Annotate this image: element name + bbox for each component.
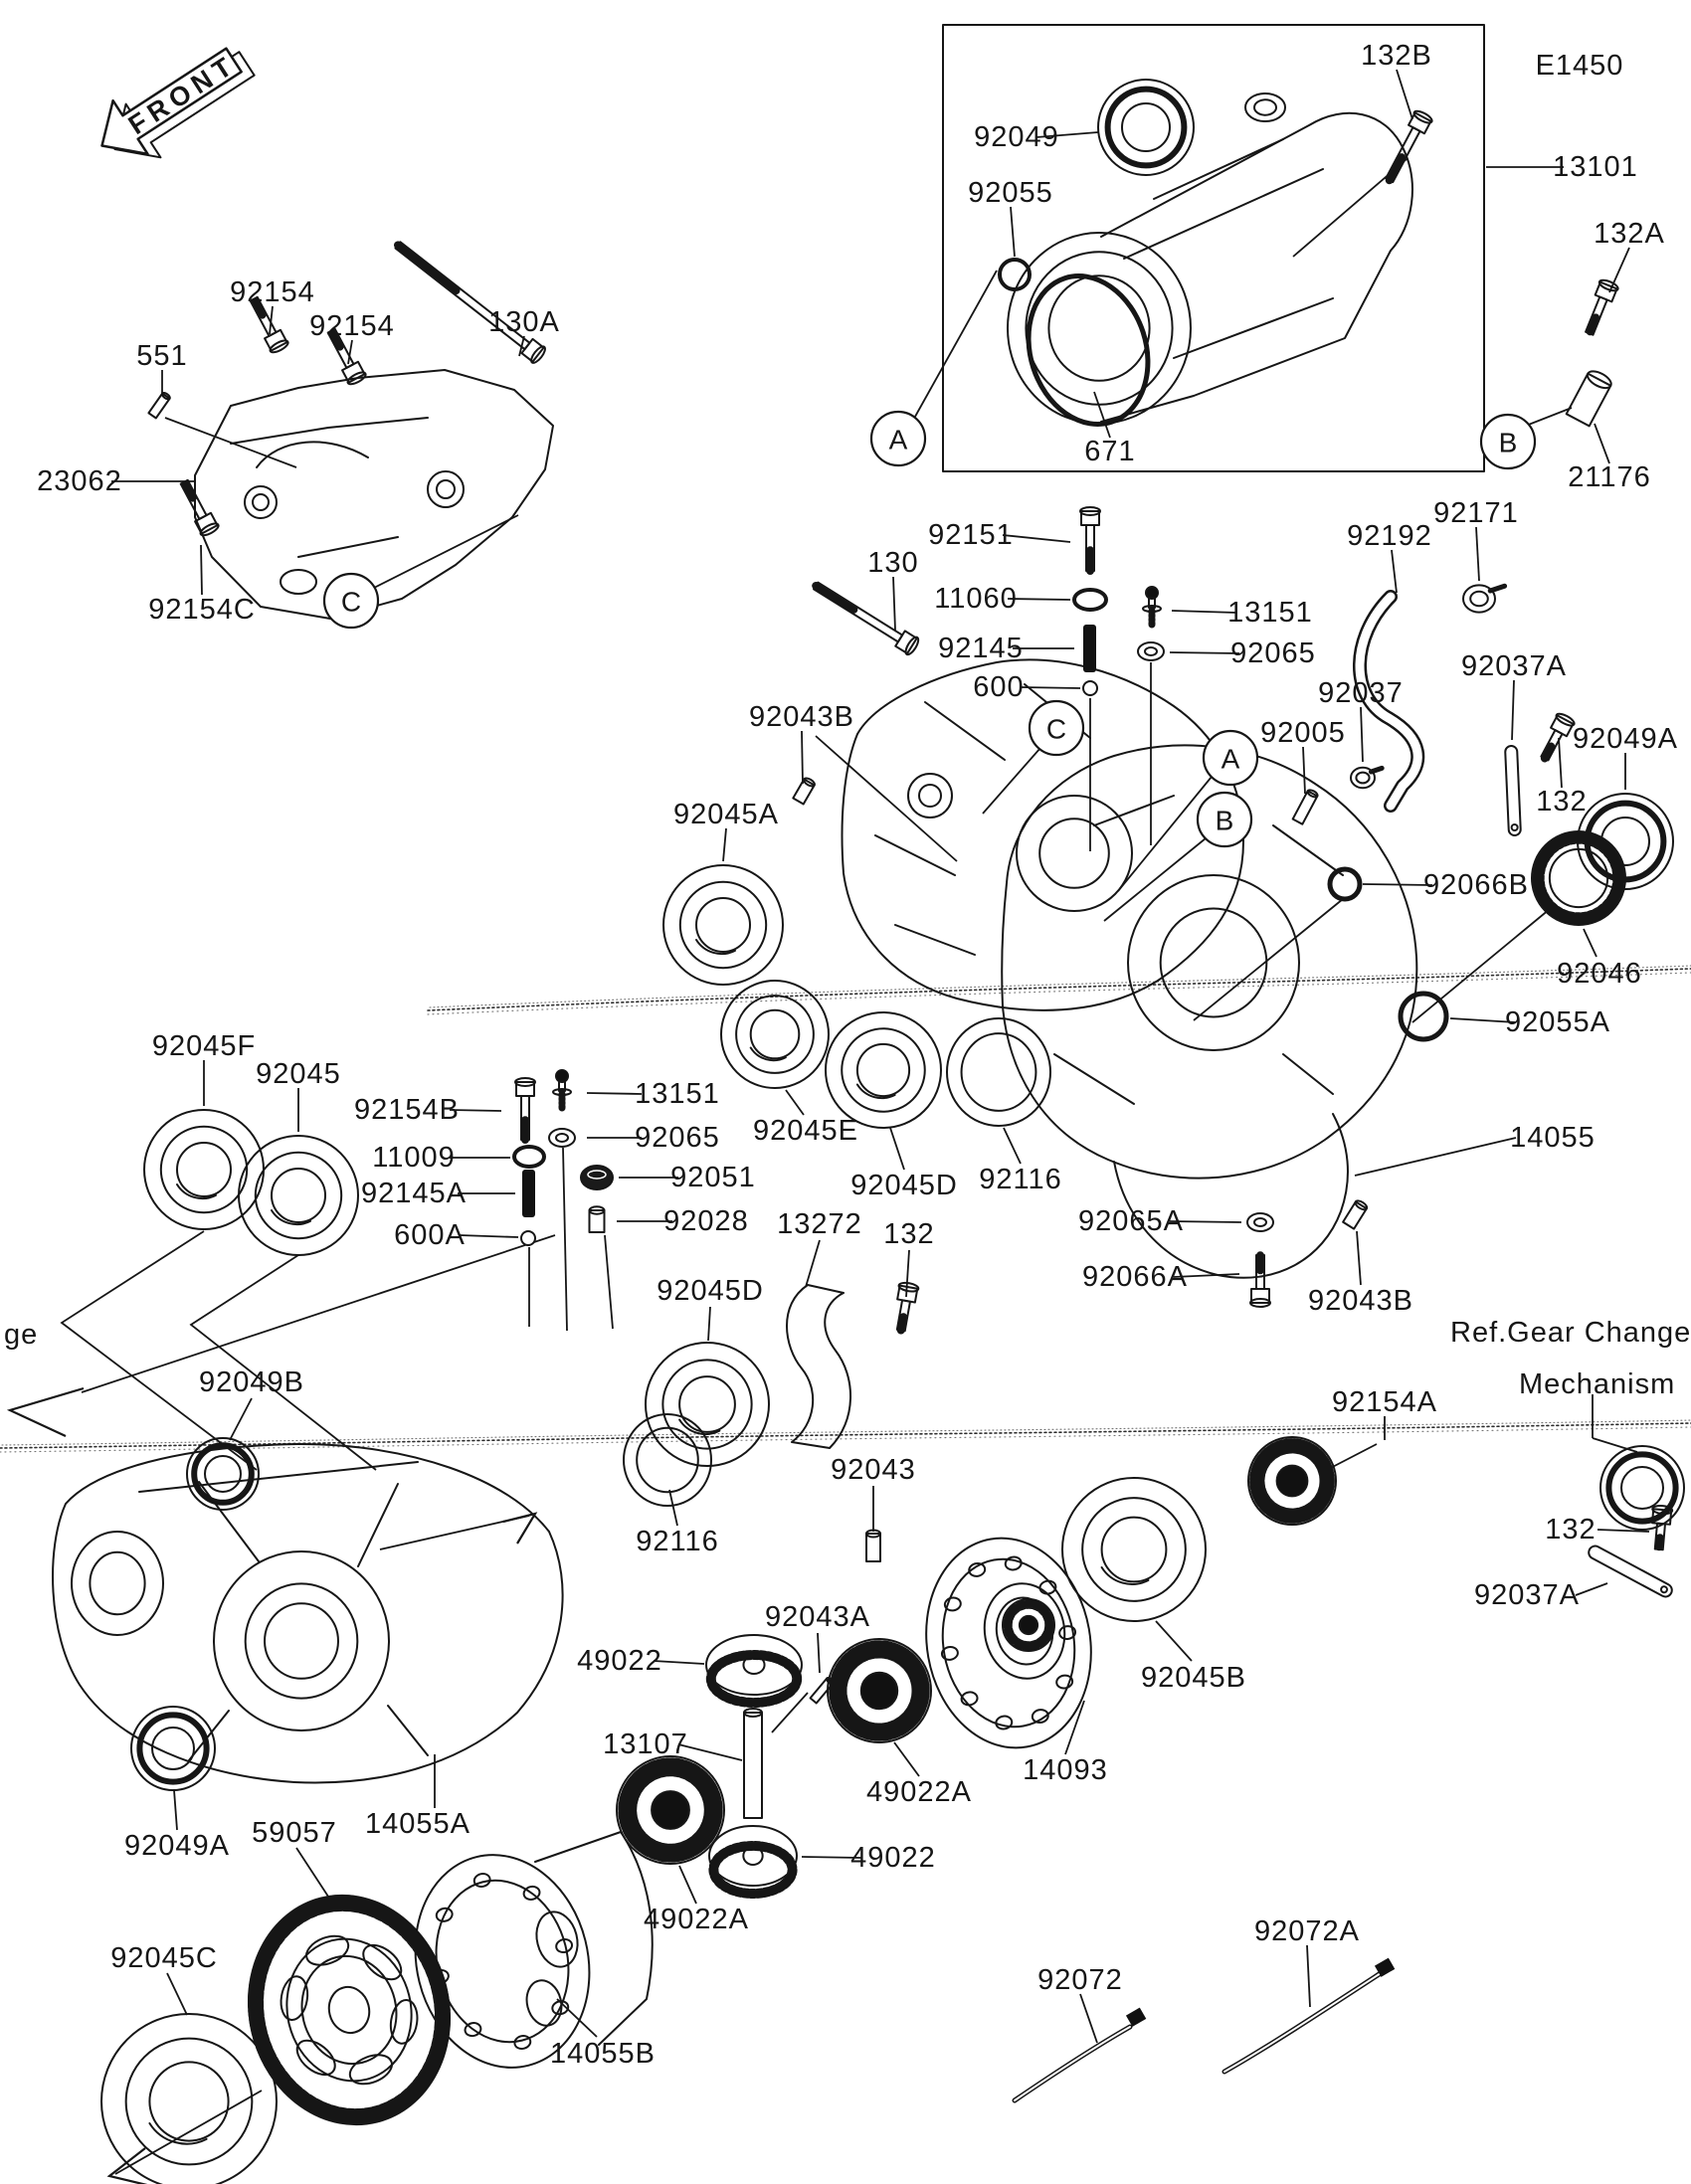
leader-line	[911, 271, 997, 424]
part-label: 92049A	[124, 1830, 230, 1862]
leader-line	[1559, 738, 1562, 788]
bushing-92028	[590, 1206, 605, 1232]
front-label: FRONT	[122, 48, 243, 141]
part-label: 92045C	[110, 1942, 218, 1974]
leader-line	[1397, 70, 1412, 119]
screw-132-mid	[891, 1282, 919, 1333]
cable-tie-92072	[1015, 2008, 1146, 2100]
pin-92043b-top	[793, 777, 816, 805]
part-label: 92049A	[1573, 723, 1678, 755]
o-ring-92066b	[1330, 869, 1360, 899]
part-label: 92043A	[765, 1601, 870, 1633]
part-label: 14055B	[550, 2038, 656, 2070]
part-label: 92043	[831, 1454, 916, 1486]
clamp-92037	[1351, 768, 1382, 788]
leader-line	[1080, 1994, 1097, 2043]
bolt-92154b	[515, 1078, 535, 1140]
bolt-132b	[1381, 108, 1433, 184]
screw-132-top	[1536, 711, 1576, 763]
callout-c	[324, 574, 378, 628]
oil-seal-92049	[1098, 80, 1194, 175]
part-label: 92154C	[148, 594, 256, 626]
leader-line	[230, 1398, 252, 1440]
bracket-23062-hole-1	[245, 486, 277, 518]
leader-line	[1170, 652, 1239, 653]
leader-line	[1156, 1621, 1192, 1661]
part-label: 92116	[636, 1526, 719, 1557]
diff-case-window-2	[522, 1977, 566, 2030]
callout-letter: B	[1215, 805, 1234, 836]
leader-line	[563, 1148, 567, 1331]
leader-line	[115, 2091, 262, 2174]
bevel-case-13101-flange	[1008, 233, 1191, 424]
leader-line	[818, 1633, 820, 1673]
leader-line	[82, 1235, 555, 1392]
washer-92065-top	[1138, 642, 1164, 660]
ball-600	[1083, 681, 1097, 695]
part-label: 92145A	[361, 1178, 467, 1209]
part-label: 49022A	[644, 1904, 749, 1935]
leader-line	[460, 1235, 518, 1237]
part-label: 92072A	[1254, 1915, 1360, 1947]
pin-92043	[866, 1531, 880, 1562]
leader-line	[1526, 408, 1572, 426]
part-label: 92065	[635, 1122, 720, 1154]
leader-line	[372, 515, 518, 589]
bearing-92045e	[721, 981, 829, 1088]
front-case-bell	[214, 1551, 389, 1730]
leader-line	[1303, 747, 1305, 794]
part-label: 92051	[670, 1162, 756, 1193]
callout-c	[1030, 701, 1083, 755]
leader-line	[786, 1090, 804, 1115]
leader-line	[1576, 1583, 1607, 1595]
leader-line	[1355, 1138, 1516, 1176]
strap-92037a-bottom	[1587, 1544, 1674, 1598]
leader-line	[1476, 527, 1479, 581]
leader-line	[1118, 777, 1212, 891]
part-label: Ref.Gear Change	[1450, 1317, 1691, 1349]
part-label: 132	[1545, 1514, 1597, 1546]
part-label: 92154B	[354, 1094, 460, 1126]
leader-line	[1065, 1701, 1084, 1754]
clamp-92171	[1463, 585, 1505, 612]
part-label: 600	[973, 671, 1025, 703]
leader-line	[1194, 899, 1343, 1020]
part-label: 92154	[230, 276, 315, 308]
diff-case-body	[535, 1832, 653, 2045]
part-label: 49022A	[866, 1776, 972, 1808]
part-label: 49022	[850, 1842, 936, 1874]
leader-line	[201, 545, 202, 595]
race-92116-b	[624, 1414, 711, 1506]
part-label: 92151	[928, 519, 1014, 551]
callout-a	[1204, 731, 1257, 785]
o-ring-11009	[514, 1147, 544, 1167]
washer-92065-left	[549, 1129, 575, 1147]
part-label: 92037A	[1474, 1579, 1580, 1611]
bolt-130a	[392, 238, 548, 365]
part-label: E1450	[1535, 50, 1624, 82]
o-ring-92055	[1000, 260, 1030, 289]
leader-line	[167, 1973, 187, 2015]
part-label: 92055A	[1505, 1006, 1610, 1038]
part-label: 92055	[968, 177, 1053, 209]
leader-line	[723, 828, 726, 861]
fitting-92005	[1293, 789, 1319, 824]
part-label: 11009	[372, 1142, 456, 1174]
leader-line	[1595, 424, 1609, 463]
case-half-right-ribs	[1054, 796, 1343, 1104]
part-label: 132	[1536, 786, 1588, 818]
case-half-right-lobe	[1114, 1114, 1348, 1278]
cable-tie-92072a	[1224, 1958, 1395, 2072]
part-label: 92028	[663, 1205, 749, 1237]
part-label: 92192	[1347, 520, 1432, 552]
bearing-92045b	[1062, 1478, 1206, 1621]
bearing-92045c	[101, 2014, 277, 2184]
part-label: 92154	[309, 310, 395, 342]
bevel-gear-49022-bottom	[709, 1826, 797, 1894]
part-label: Mechanism	[1519, 1368, 1676, 1400]
leader-line	[1011, 207, 1015, 257]
part-label: 59057	[252, 1817, 337, 1849]
part-label: 92171	[1433, 497, 1519, 529]
part-label: 13151	[1227, 597, 1313, 629]
callout-b	[1481, 415, 1535, 468]
part-label: 23062	[37, 465, 122, 497]
case-half-right-bore	[1128, 875, 1299, 1050]
part-label: 92037A	[1461, 650, 1567, 682]
leader-line	[679, 1866, 696, 1904]
bearing-92045a	[663, 865, 783, 985]
shaft-13107	[744, 1709, 762, 1818]
retainer-13272	[787, 1285, 850, 1448]
part-label: 130A	[488, 306, 560, 338]
part-label: 551	[136, 340, 188, 372]
bolt-92151	[1080, 507, 1100, 571]
leader-line	[296, 1848, 330, 1900]
part-label: 14093	[1023, 1754, 1108, 1786]
bearing-92045d-1	[826, 1012, 941, 1128]
callout-letter: A	[1221, 743, 1240, 775]
cap-92051	[581, 1166, 613, 1189]
ball-600a	[521, 1231, 535, 1245]
leader-line	[1307, 1945, 1310, 2007]
bracket-23062	[195, 370, 553, 619]
flange-14093-spline	[1003, 1599, 1054, 1651]
part-label: 600A	[394, 1219, 466, 1251]
front-direction-arrow	[85, 29, 264, 181]
plug-92066a	[1250, 1255, 1270, 1307]
part-label: 92154A	[1332, 1386, 1437, 1418]
part-label: 92072	[1037, 1964, 1123, 1996]
pin-92043b-right	[1343, 1199, 1368, 1229]
leader-line	[1363, 884, 1432, 885]
leader-line	[816, 736, 957, 861]
screw-132a	[1580, 278, 1619, 337]
leader-line	[1357, 1231, 1361, 1285]
front-case-14055a	[53, 1444, 563, 1782]
leader-line	[893, 577, 895, 631]
tear-line	[428, 966, 1691, 1014]
diff-case-window	[531, 1908, 583, 1971]
leader-line	[1104, 838, 1206, 921]
part-label: 92116	[979, 1164, 1062, 1195]
bolt-92154c	[175, 477, 220, 538]
o-ring-92055a	[1401, 994, 1446, 1039]
part-label: 13101	[1553, 151, 1638, 183]
leader-line	[802, 731, 803, 784]
bearing-92045d-2	[646, 1343, 769, 1466]
part-label: 92045F	[151, 1030, 257, 1062]
part-label: 92065A	[1078, 1205, 1184, 1237]
side-gear-49022a-right	[828, 1639, 931, 1742]
part-label: 49022	[577, 1645, 662, 1677]
callout-letter: B	[1498, 427, 1518, 458]
part-label: 13272	[777, 1208, 862, 1240]
leader-line	[1361, 707, 1363, 762]
spring-92145a	[522, 1170, 535, 1217]
part-label: 11060	[934, 583, 1018, 615]
part-label: 132	[883, 1218, 935, 1250]
bevel-gear-49022-top	[706, 1635, 802, 1703]
leader-line	[890, 1128, 904, 1170]
part-label: 92045	[256, 1058, 341, 1090]
part-label: 132A	[1594, 218, 1665, 250]
leader-line	[708, 1307, 710, 1341]
bevel-case-13101-neck	[1245, 93, 1285, 121]
part-label: 21176	[1568, 461, 1651, 493]
part-label: 92045A	[673, 799, 779, 830]
leader-line	[669, 1490, 677, 1526]
bracket-23062-hole-2	[428, 471, 464, 507]
coupling-92154a	[1248, 1437, 1336, 1525]
part-label: 92045E	[753, 1115, 858, 1147]
leader-line	[1004, 1128, 1021, 1164]
part-label: 92145	[938, 633, 1024, 664]
part-label: 14055A	[365, 1808, 470, 1840]
part-label: 92046	[1557, 958, 1642, 990]
race-92116-a	[947, 1018, 1050, 1126]
washer-92065a	[1247, 1213, 1273, 1231]
fitting-13151-left	[553, 1070, 571, 1108]
leader-line	[1094, 392, 1110, 438]
front-case-bell-left	[72, 1532, 163, 1635]
pinion-49022a-left	[617, 1756, 724, 1864]
leader-line	[1392, 550, 1397, 593]
strap-92037a-top	[1505, 746, 1521, 836]
part-label: 92045B	[1141, 1662, 1246, 1694]
leader-line	[1412, 909, 1550, 1022]
case-half-left-boss	[908, 774, 952, 818]
direction-arrow	[10, 1388, 84, 1436]
leader-line	[806, 1240, 820, 1287]
part-label: 92037	[1318, 677, 1404, 709]
callout-b	[1198, 793, 1251, 846]
o-ring-11060	[1074, 590, 1106, 610]
part-label: 92043B	[1308, 1285, 1413, 1317]
leader-line	[605, 1235, 613, 1329]
part-label: 92066A	[1082, 1261, 1188, 1293]
callout-letter: C	[340, 586, 362, 618]
joint-21176	[1567, 368, 1614, 427]
part-label: 14055	[1510, 1122, 1596, 1154]
callout-letter: A	[888, 424, 908, 455]
part-label: 92065	[1230, 637, 1316, 669]
leader-line	[62, 1231, 257, 1470]
leader-line	[1584, 929, 1597, 957]
part-label: 671	[1084, 436, 1136, 467]
part-label: 92005	[1260, 717, 1346, 749]
leader-line	[983, 748, 1040, 814]
part-label: 130	[867, 547, 919, 579]
bolt-130	[811, 578, 921, 656]
pin-551	[148, 392, 170, 419]
part-label: ge	[4, 1319, 39, 1351]
leader-line	[894, 1742, 919, 1776]
leader-line	[1593, 1438, 1637, 1452]
leader-line	[174, 1790, 177, 1830]
leader-line	[1512, 680, 1514, 740]
part-label: 92066B	[1423, 869, 1529, 901]
direction-arrow	[503, 1514, 535, 1544]
oil-seal-92049a-bottom	[131, 1707, 215, 1790]
callout-a	[871, 412, 925, 465]
part-label: 92045D	[657, 1275, 764, 1307]
fitting-13151-top	[1143, 587, 1161, 625]
callout-letter: C	[1045, 713, 1067, 745]
part-label: 13151	[635, 1078, 720, 1110]
leader-line	[587, 1093, 642, 1094]
leader-line	[557, 1999, 597, 2037]
leader-line	[1609, 248, 1629, 292]
part-label: 92045D	[850, 1170, 958, 1201]
part-label: 92049B	[199, 1366, 304, 1398]
bracket-23062-boss	[281, 570, 316, 594]
part-label: 92049	[974, 121, 1059, 153]
part-label: 132B	[1361, 40, 1432, 72]
part-label: 92043B	[749, 701, 854, 733]
part-label: 13107	[603, 1729, 688, 1760]
spring-92145	[1083, 625, 1096, 672]
